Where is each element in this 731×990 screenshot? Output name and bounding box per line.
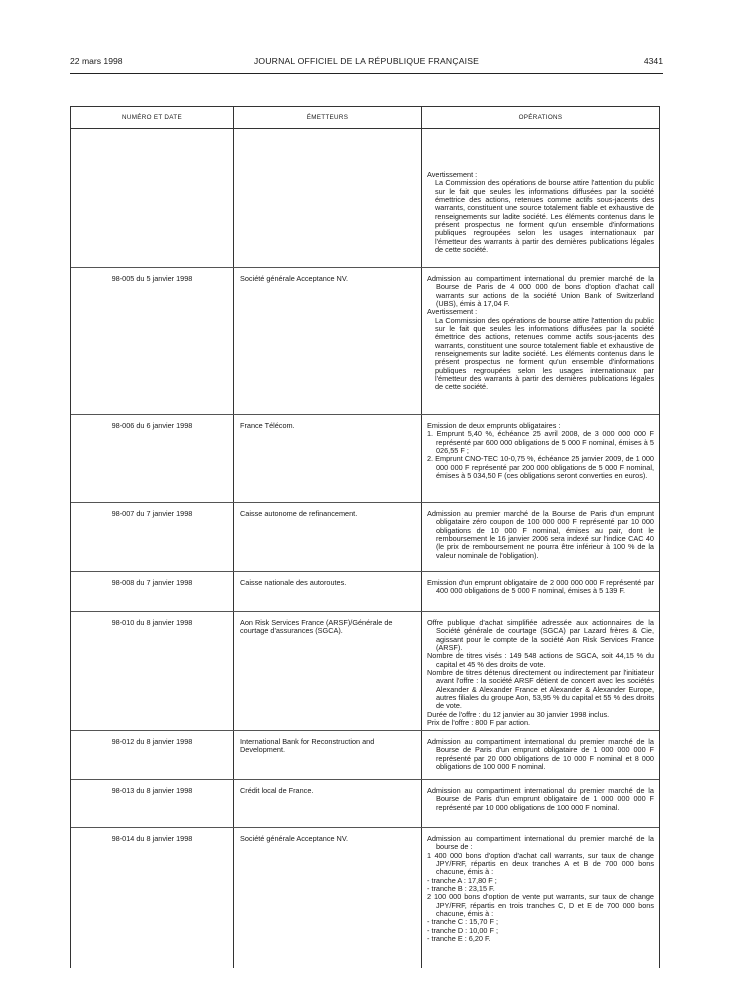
- operation-text: - tranche E : 6,20 F.: [427, 934, 491, 944]
- journal-title: JOURNAL OFFICIEL DE LA RÉPUBLIQUE FRANÇAISE: [253, 56, 480, 66]
- table-row: [71, 503, 659, 572]
- table-row: [71, 780, 659, 828]
- emetteur-cell: Société générale Acceptance NV.: [233, 268, 421, 414]
- operation-text: Admission au premier marché de la Bourse de Paris d'un emprunt obligataire zéro coupon de 100 000 000 F représenté par 10 000 obligations de 10 000 F nominal, émises au pair, dont le remboursement le 16 janvier 2006 sera indexé sur l'indice CAC 40 (le prix de remboursement ne pourra être inférieur à 100 % de la valeur nominale de l'obligation).: [427, 509, 654, 560]
- operations-cell: [421, 268, 659, 414]
- emetteur-cell: Crédit local de France.: [233, 780, 421, 827]
- emetteur-cell: [233, 129, 421, 267]
- operations-table: [70, 106, 660, 968]
- numero-cell: [71, 129, 233, 267]
- numero-cell: 98-005 du 5 janvier 1998: [111, 274, 193, 283]
- operation-text: Nombre de titres visés : 149 548 actions de SGCA, soit 44,15 % du capital et 45 % des droits de vote.: [427, 651, 654, 669]
- table-row: [71, 828, 659, 968]
- table-header: [71, 107, 659, 129]
- operation-text: Offre publique d'achat simplifiée adressée aux actionnaires de la Société générale de courtage (SGCA) par Lazard frères & Cie, agissant pour le compte de la société Aon Risk Services France (ARSF).: [427, 618, 654, 653]
- operation-text: 2. Emprunt CNO-TEC 10-0,75 %, échéance 25 janvier 2009, de 1 000 000 000 F représenté par 200 000 obligations de 5 000 F nominal, émises à 5 034,50 F (ces obligations seront converties en euros).: [427, 454, 654, 481]
- emetteur-cell: International Bank for Reconstruction and Development.: [233, 731, 421, 779]
- operation-text: Avertissement :: [427, 307, 478, 317]
- table-row: [71, 415, 659, 503]
- operation-text: 1. Emprunt 5,40 %, échéance 25 avril 2008, de 3 000 000 000 F représenté par 600 000 obligations de 5 000 F nominal, émises à 5 026,55 F ;: [427, 429, 654, 456]
- operation-text: Emission de deux emprunts obligataires :: [427, 421, 561, 430]
- table-row: [71, 572, 659, 612]
- table-row: [71, 731, 659, 780]
- operation-text: Prix de l'offre : 800 F par action.: [427, 718, 531, 728]
- header-date: 22 mars 1998: [70, 56, 123, 66]
- operation-text: 1 400 000 bons d'option d'achat call warrants, sur taux de change JPY/FRF, répartis en deux tranches A et B de 700 000 bons chacune, émis à :: [427, 850, 654, 877]
- operations-cell: [421, 129, 659, 267]
- operations-cell: [421, 828, 659, 968]
- numero-cell: 98-008 du 7 janvier 1998: [111, 578, 193, 587]
- emetteur-cell: Aon Risk Services France (ARSF)/Générale de courtage d'assurances (SGCA).: [233, 612, 421, 730]
- emetteur-cell: Société générale Acceptance NV.: [233, 828, 421, 968]
- operations-cell: [421, 612, 659, 730]
- page-header: [70, 56, 663, 70]
- operation-text: Admission au compartiment international du premier marché de la bourse de :: [427, 834, 654, 852]
- operations-cell: [421, 731, 659, 779]
- numero-cell: 98-010 du 8 janvier 1998: [111, 618, 193, 627]
- emetteur-cell: France Télécom.: [233, 415, 421, 502]
- operations-cell: [421, 503, 659, 571]
- emetteur-cell: Caisse nationale des autoroutes.: [233, 572, 421, 611]
- operation-text: - tranche A : 17,80 F ;: [427, 875, 497, 885]
- table-row: [71, 612, 659, 731]
- operation-text: Admission au compartiment international du premier marché de la Bourse de Paris d'un emprunt obligataire de 1 000 000 000 F représenté par 20 000 obligations de 10 000 F nominal et 8 000 obligations de 100 000 F nominal.: [427, 737, 654, 772]
- operation-text: - tranche C : 15,70 F ;: [427, 917, 498, 927]
- emetteur-cell: Caisse autonome de refinancement.: [233, 503, 421, 571]
- operation-text: 2 100 000 bons d'option de vente put warrants, sur taux de change JPY/FRF, répartis en trois tranches C, D et E de 700 000 bons chacune, émis à :: [427, 892, 654, 919]
- operations-cell: [421, 415, 659, 502]
- numero-cell: 98-014 du 8 janvier 1998: [111, 834, 193, 843]
- operation-text: - tranche B : 23,15 F.: [427, 884, 495, 894]
- table-row: [71, 129, 659, 268]
- numero-cell: 98-006 du 6 janvier 1998: [111, 421, 193, 430]
- operations-cell: [421, 780, 659, 827]
- numero-cell: 98-012 du 8 janvier 1998: [111, 737, 193, 746]
- operation-text: La Commission des opérations de bourse attire l'attention du public sur le fait que seules les informations diffusées par la société émettrice des actions, retenues comme actifs sous-jacents des warrants, constituent une source totalement fiable et exhaustive de renseignements sur ladite société. Les éléments contenus dans le présent prospectus ne forment qu'un ensemble d'informations publiques regroupées selon les usages internationaux par l'émetteur des warrants à partir des dernières publications légales de cette société.: [435, 178, 654, 255]
- operation-text: Avertissement :: [427, 170, 478, 179]
- operation-text: - tranche D : 10,00 F ;: [427, 925, 498, 935]
- column-header-emetteurs: ÉMETTEURS: [233, 107, 421, 128]
- operation-text: Nombre de titres détenus directement ou indirectement par l'initiateur avant l'offre : la société ARSF détient de concert avec les sociétés Alexander & Alexander France et Alexander & Alexander Europe, autres filiales du groupe Aon, 53,95 % du capital et 55 % des droits de vote.: [427, 668, 654, 711]
- numero-cell: 98-013 du 8 janvier 1998: [111, 786, 193, 795]
- table-row: [71, 268, 659, 415]
- operation-text: Admission au compartiment international du premier marché de la Bourse de Paris d'un emprunt obligataire de 1 000 000 000 F représenté par 10 000 obligations de 100 000 F nominal.: [427, 786, 654, 812]
- header-rule: [70, 73, 663, 74]
- operation-text: Admission au compartiment international du premier marché de la Bourse de Paris de 4 000 000 de bons d'option d'achat call warrants sur actions de la société Union Bank of Switzerland (UBS), émis à 17,04 F.: [427, 274, 654, 309]
- operation-text: Emission d'un emprunt obligataire de 2 000 000 000 F représenté par 400 000 obligations de 5 000 F nominal, émises à 5 139 F.: [427, 578, 654, 596]
- column-header-numero: NUMÉRO ET DATE: [122, 114, 182, 121]
- operation-text: Durée de l'offre : du 12 janvier au 30 janvier 1998 inclus.: [427, 709, 610, 719]
- operation-text: La Commission des opérations de bourse attire l'attention du public sur le fait que seules les informations diffusées par la société émettrice des actions, retenues comme actifs sous-jacents des warrants, constituent une source totalement fiable et exhaustive de renseignements sur ladite société. Les éléments contenus dans le présent prospectus ne forment qu'un ensemble d'informations publiques regroupées selon les usages internationaux par l'émetteur des warrants à partir des dernières publications légales de cette société.: [435, 315, 654, 392]
- operations-cell: [421, 572, 659, 611]
- page-number: 4341: [643, 56, 663, 66]
- column-header-operations: OPÉRATIONS: [421, 107, 659, 128]
- numero-cell: 98-007 du 7 janvier 1998: [111, 509, 193, 518]
